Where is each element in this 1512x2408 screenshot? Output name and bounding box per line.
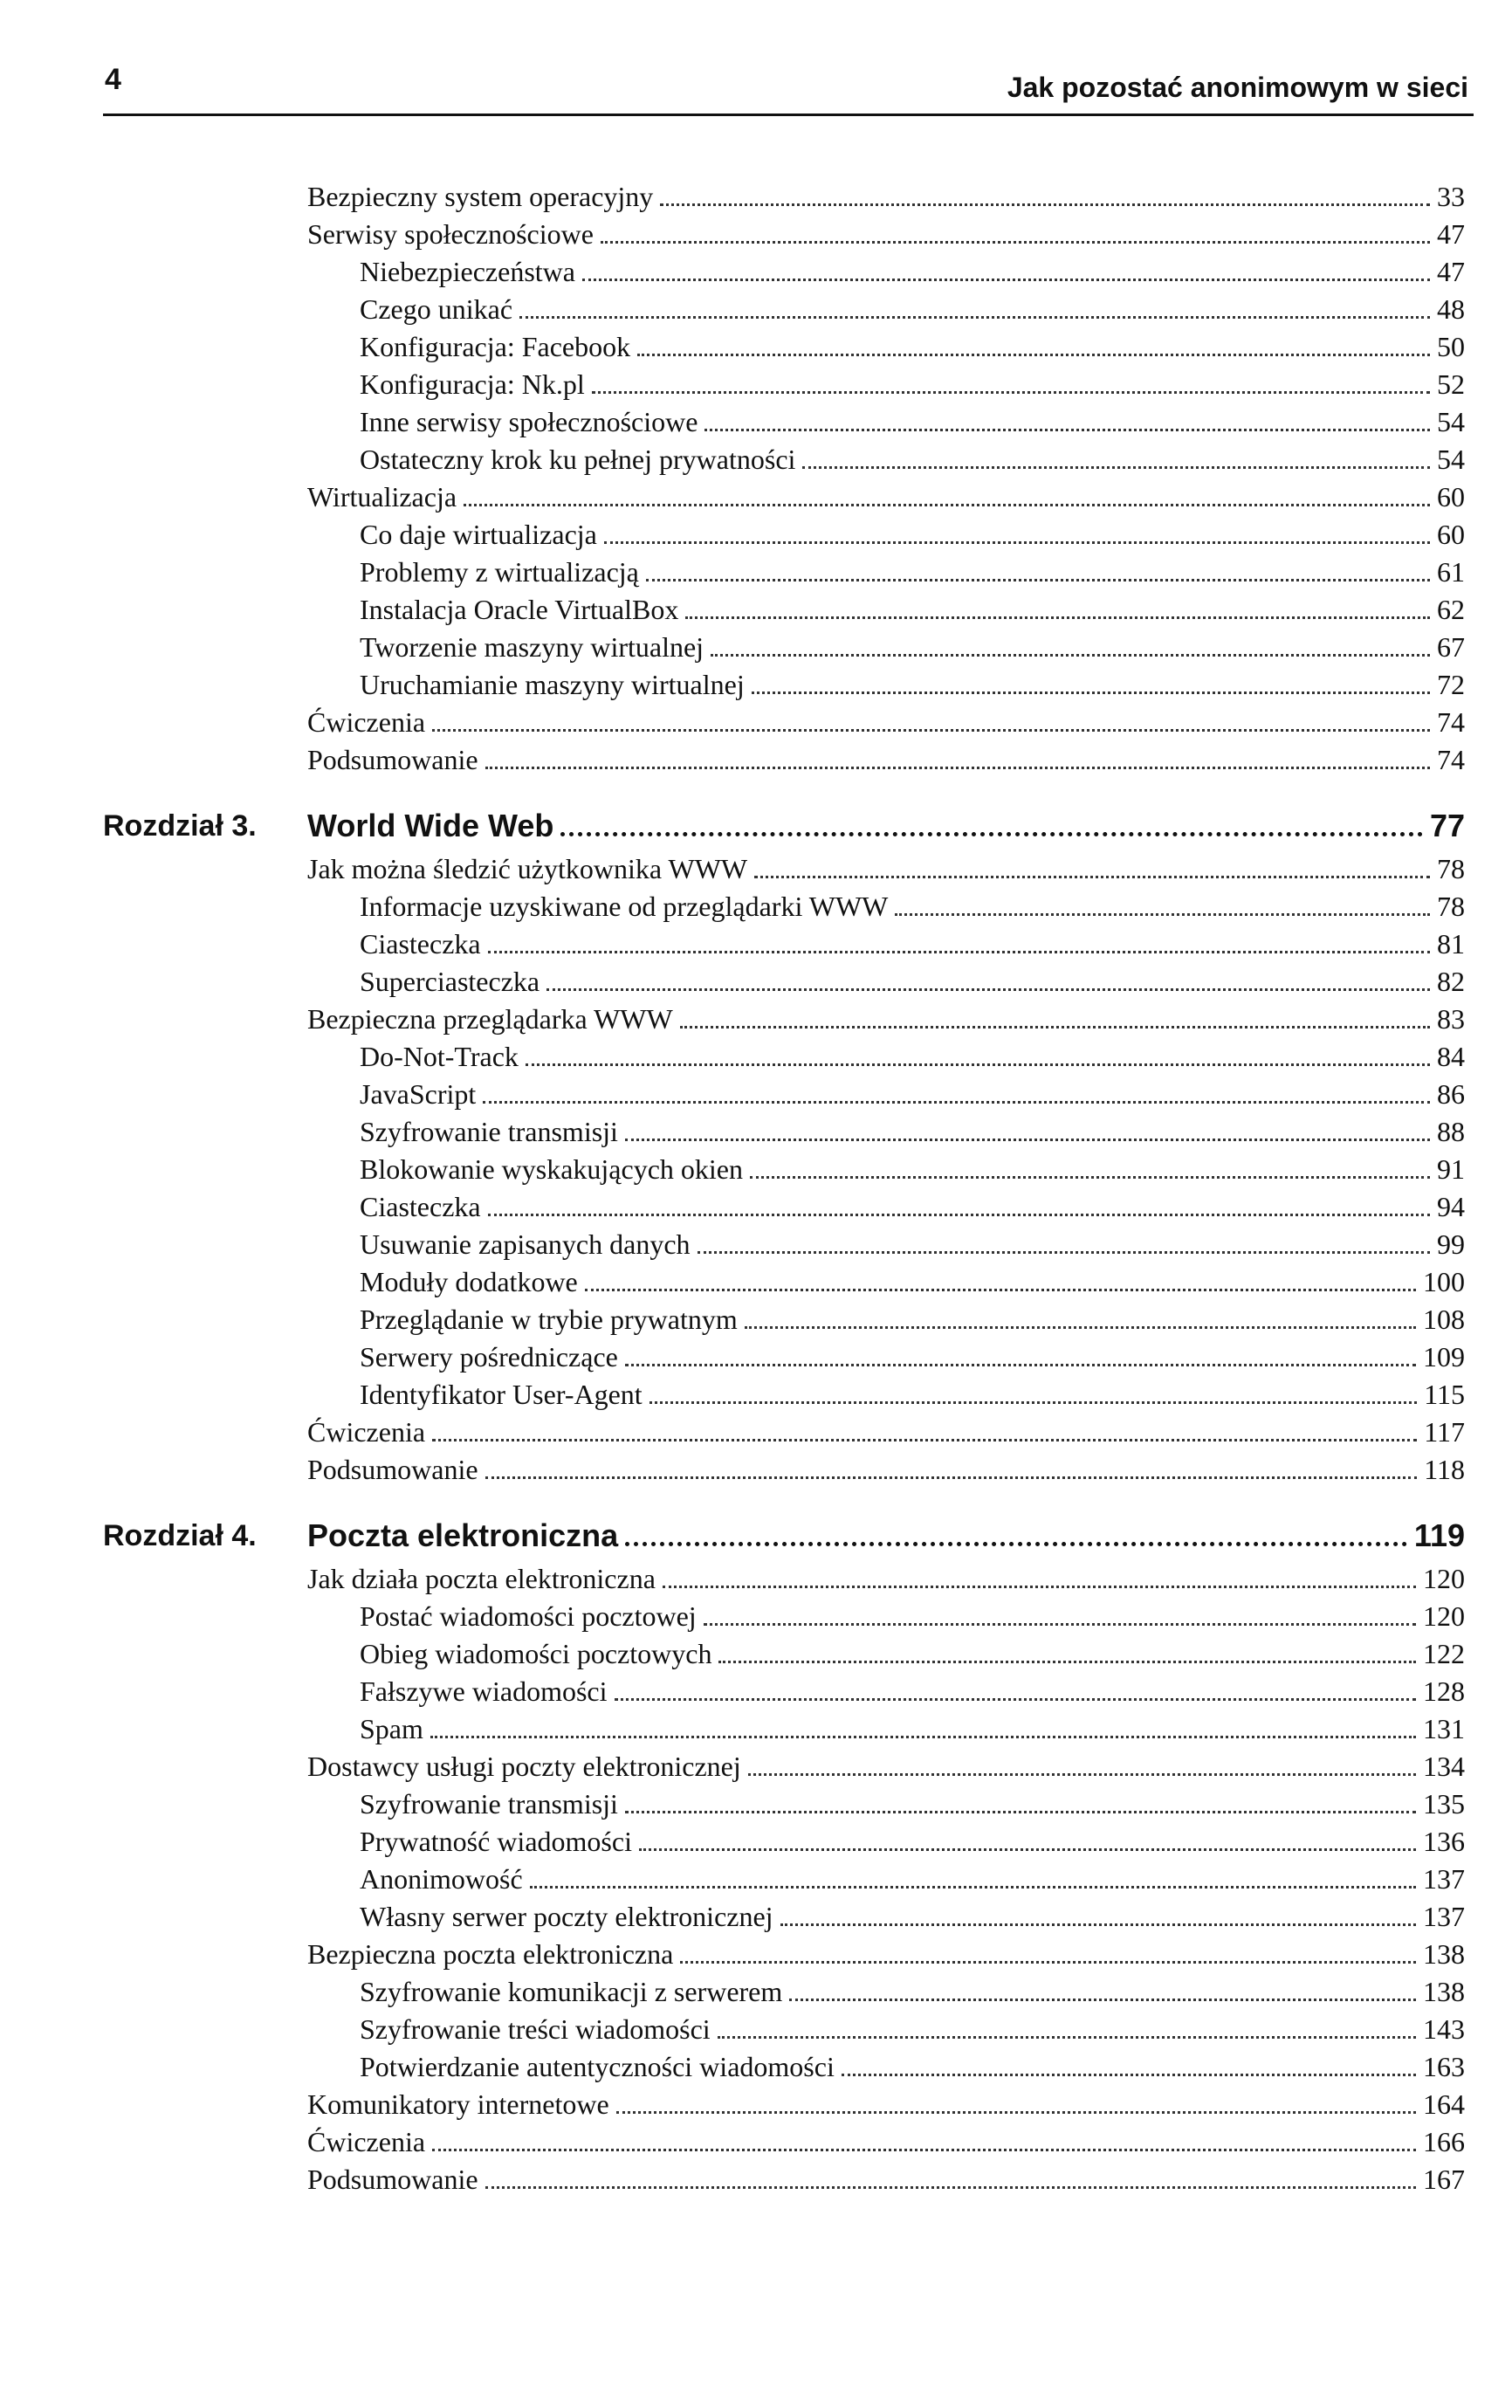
dot-leader — [604, 541, 1430, 544]
toc-entry — [103, 1414, 1465, 1451]
toc-entry-page: 47 — [1437, 256, 1465, 287]
toc-entry-title: Ćwiczenia — [307, 2126, 426, 2157]
toc-entry-title: Ciasteczka — [360, 1191, 481, 1222]
dot-leader — [704, 1623, 1416, 1626]
toc-entry-title: Obieg wiadomości pocztowych — [360, 1638, 712, 1669]
toc-entry-title: Uruchamianie maszyny wirtualnej — [360, 669, 745, 700]
toc-entry — [103, 2048, 1465, 2086]
dot-leader — [698, 1251, 1430, 1254]
toc-entry-page: 100 — [1423, 1266, 1465, 1297]
dot-leader — [485, 767, 1430, 769]
toc-entry — [103, 2123, 1465, 2161]
toc-entry — [103, 516, 1465, 554]
dot-leader — [432, 729, 1430, 732]
toc-entry-page: 163 — [1423, 2051, 1465, 2082]
toc-entry-page: 81 — [1437, 928, 1465, 960]
toc-entry — [103, 441, 1465, 478]
toc-entry-title: Serwery pośredniczące — [360, 1341, 618, 1373]
toc-entry-page: 143 — [1423, 2013, 1465, 2045]
toc-entry-title: Anonimowość — [360, 1863, 523, 1895]
toc-entry — [103, 1113, 1465, 1151]
toc-entry — [103, 888, 1465, 925]
toc-entry-title: Blokowanie wyskakujących okien — [360, 1153, 743, 1185]
toc-entry — [103, 1263, 1465, 1301]
toc-entry-page: 48 — [1437, 293, 1465, 325]
toc-entry-page: 115 — [1424, 1379, 1465, 1410]
toc-entry-title: Potwierdzanie autentyczności wiadomości — [360, 2051, 835, 2082]
toc-entry-title: Jak można śledzić użytkownika WWW — [307, 853, 748, 884]
toc-entry-title: Czego unikać — [360, 293, 513, 325]
toc-entry-title: Niebezpieczeństwa — [360, 256, 575, 287]
toc-entry-page: 82 — [1437, 966, 1465, 997]
toc-entry-page: 50 — [1437, 331, 1465, 362]
dot-leader — [660, 203, 1430, 206]
dot-leader — [780, 1923, 1416, 1926]
dot-leader — [637, 354, 1430, 356]
dot-leader — [430, 1736, 1416, 1738]
dot-leader — [685, 616, 1430, 619]
dot-leader — [616, 2111, 1416, 2114]
toc-entry — [103, 1038, 1465, 1076]
toc-entry — [103, 1973, 1465, 2011]
dot-leader — [842, 2074, 1416, 2076]
toc-entry — [103, 1226, 1465, 1263]
dot-leader — [625, 1139, 1430, 1141]
toc-entry-title: Do-Not-Track — [360, 1041, 519, 1072]
dot-leader — [649, 1401, 1418, 1404]
toc-entry-page: 84 — [1437, 1041, 1465, 1072]
toc-entry-title: Ćwiczenia — [307, 1416, 426, 1448]
toc-entry-page: 120 — [1423, 1600, 1465, 1632]
toc-entry — [103, 291, 1465, 328]
dot-leader — [519, 316, 1430, 319]
dot-leader — [789, 1999, 1416, 2001]
toc-entry-title: Ostateczny krok ku pełnej prywatności — [360, 444, 796, 475]
toc-entry-page: 164 — [1423, 2088, 1465, 2120]
dot-leader — [639, 1848, 1416, 1851]
toc-entry-page: 74 — [1437, 706, 1465, 738]
toc-entry — [103, 1598, 1465, 1635]
dot-leader — [680, 1961, 1416, 1964]
chapter-label: Rozdział 3. — [103, 809, 257, 843]
toc-entry-page: 135 — [1423, 1788, 1465, 1820]
toc-entry — [103, 591, 1465, 629]
toc-entry-title: Postać wiadomości pocztowej — [360, 1600, 697, 1632]
toc-entry-title: Tworzenie maszyny wirtualnej — [360, 631, 704, 663]
toc-entry-title: Podsumowanie — [307, 2164, 478, 2195]
toc-entry — [103, 1710, 1465, 1748]
toc-entry-page: 60 — [1437, 481, 1465, 513]
toc-entry-title: Moduły dodatkowe — [360, 1266, 578, 1297]
toc-entry-title: Problemy z wirtualizacją — [360, 556, 639, 588]
toc-entry-title: Konfiguracja: Facebook — [360, 331, 631, 362]
dot-leader — [601, 241, 1430, 244]
toc-entry-page: 83 — [1437, 1003, 1465, 1035]
toc-entry — [103, 554, 1465, 591]
toc-entry-page: 91 — [1437, 1153, 1465, 1185]
toc-entry — [103, 741, 1465, 779]
toc-entry-page: 52 — [1437, 368, 1465, 400]
chapter-title: Poczta elektroniczna — [307, 1517, 619, 1553]
toc-entry-title: Własny serwer poczty elektronicznej — [360, 1901, 773, 1932]
toc-entry — [103, 178, 1465, 216]
dot-leader — [615, 1698, 1417, 1701]
dot-leader — [711, 654, 1430, 657]
toc-entry-title: Komunikatory internetowe — [307, 2088, 609, 2120]
toc-entry-page: 33 — [1437, 181, 1465, 212]
toc-entry — [103, 1301, 1465, 1338]
toc-entry-page: 54 — [1437, 406, 1465, 437]
toc-entry — [103, 1823, 1465, 1861]
toc-entry-page: 109 — [1423, 1341, 1465, 1373]
toc-entry-page: 61 — [1437, 556, 1465, 588]
toc-entry-page: 78 — [1437, 891, 1465, 922]
dot-leader — [625, 1542, 1407, 1546]
dot-leader — [432, 1439, 1417, 1441]
toc-entry-title: JavaScript — [360, 1078, 477, 1110]
toc-entry-page: 136 — [1423, 1826, 1465, 1857]
toc-entry — [103, 704, 1465, 741]
dot-leader — [592, 391, 1430, 394]
toc-entry-title: Bezpieczna przeglądarka WWW — [307, 1003, 673, 1035]
toc-entry — [103, 216, 1465, 253]
toc-entry-title: Superciasteczka — [360, 966, 540, 997]
toc-entry-page: 108 — [1423, 1304, 1465, 1335]
toc-entry — [103, 1936, 1465, 1973]
toc-entry-page: 134 — [1423, 1751, 1465, 1782]
toc-entry-title: Informacje uzyskiwane od przeglądarki WWW — [360, 891, 889, 922]
table-of-contents — [103, 178, 1465, 2198]
toc-entry-title: Instalacja Oracle VirtualBox — [360, 594, 679, 625]
toc-entry — [103, 1748, 1465, 1785]
dot-leader — [646, 579, 1430, 581]
toc-entry-page: 117 — [1424, 1416, 1465, 1448]
page-header — [103, 63, 1474, 116]
toc-entry-title: Szyfrowanie treści wiadomości — [360, 2013, 711, 2045]
chapter-page: 119 — [1413, 1517, 1465, 1553]
toc-entry — [103, 1898, 1465, 1936]
toc-entry — [103, 1560, 1465, 1598]
chapter-heading — [103, 805, 1465, 847]
dot-leader — [582, 279, 1430, 281]
toc-entry-title: Bezpieczny system operacyjny — [307, 181, 654, 212]
toc-entry — [103, 253, 1465, 291]
dot-leader — [718, 2036, 1416, 2039]
toc-entry — [103, 1673, 1465, 1710]
chapter-label: Rozdział 4. — [103, 1519, 257, 1552]
dot-leader — [625, 1364, 1416, 1366]
toc-entry-title: Identyfikator User-Agent — [360, 1379, 643, 1410]
toc-entry-title: Szyfrowanie transmisji — [360, 1116, 618, 1147]
toc-entry-page: 67 — [1437, 631, 1465, 663]
toc-entry — [103, 1451, 1465, 1489]
toc-entry-page: 138 — [1423, 1976, 1465, 2007]
toc-entry-page: 137 — [1423, 1901, 1465, 1932]
toc-entry-page: 131 — [1423, 1713, 1465, 1744]
toc-entry — [103, 2086, 1465, 2123]
toc-entry-title: Wirtualizacja — [307, 481, 457, 513]
toc-entry-page: 138 — [1423, 1938, 1465, 1970]
toc-entry — [103, 850, 1465, 888]
running-title: Jak pozostać anonimowym w sieci — [1007, 72, 1468, 103]
toc-entry-page: 128 — [1423, 1675, 1465, 1707]
dot-leader — [464, 504, 1430, 506]
dot-leader — [750, 1176, 1430, 1179]
dot-leader — [585, 1289, 1416, 1291]
page-number: 4 — [105, 63, 121, 96]
toc-entry-title: Jak działa poczta elektroniczna — [307, 1563, 656, 1594]
toc-entry-page: 118 — [1424, 1454, 1465, 1485]
toc-entry — [103, 1076, 1465, 1113]
toc-entry — [103, 629, 1465, 666]
dot-leader — [704, 429, 1430, 431]
toc-entry — [103, 366, 1465, 403]
toc-entry — [103, 963, 1465, 1001]
toc-entry-page: 60 — [1437, 519, 1465, 550]
toc-entry-page: 62 — [1437, 594, 1465, 625]
toc-entry-title: Szyfrowanie transmisji — [360, 1788, 618, 1820]
toc-entry — [103, 1338, 1465, 1376]
toc-entry-page: 99 — [1437, 1228, 1465, 1260]
toc-entry-page: 54 — [1437, 444, 1465, 475]
dot-leader — [754, 876, 1430, 878]
toc-entry-title: Bezpieczna poczta elektroniczna — [307, 1938, 674, 1970]
toc-entry-title: Co daje wirtualizacja — [360, 519, 597, 550]
dot-leader — [745, 1326, 1416, 1329]
toc-entry-title: Spam — [360, 1713, 423, 1744]
toc-entry — [103, 1001, 1465, 1038]
toc-entry-page: 47 — [1437, 218, 1465, 250]
toc-entry — [103, 1151, 1465, 1188]
toc-entry-title: Przeglądanie w trybie prywatnym — [360, 1304, 738, 1335]
dot-leader — [560, 832, 1423, 836]
toc-entry — [103, 925, 1465, 963]
chapter-page: 77 — [1429, 808, 1465, 843]
chapter-heading — [103, 1515, 1465, 1557]
dot-leader — [663, 1586, 1416, 1588]
toc-entry-title: Szyfrowanie komunikacji z serwerem — [360, 1976, 783, 2007]
dot-leader — [488, 1214, 1430, 1216]
dot-leader — [802, 466, 1430, 469]
toc-entry-title: Usuwanie zapisanych danych — [360, 1228, 691, 1260]
toc-entry-title: Podsumowanie — [307, 1454, 478, 1485]
toc-entry — [103, 403, 1465, 441]
toc-entry-title: Fałszywe wiadomości — [360, 1675, 608, 1707]
toc-entry — [103, 2161, 1465, 2198]
toc-entry-title: Prywatność wiadomości — [360, 1826, 632, 1857]
toc-entry-page: 72 — [1437, 669, 1465, 700]
dot-leader — [546, 988, 1430, 991]
toc-entry-title: Serwisy społecznościowe — [307, 218, 594, 250]
dot-leader — [718, 1661, 1416, 1663]
dot-leader — [485, 2186, 1416, 2189]
dot-leader — [530, 1886, 1416, 1889]
toc-entry-page: 88 — [1437, 1116, 1465, 1147]
toc-entry-page: 137 — [1423, 1863, 1465, 1895]
toc-entry-page: 122 — [1423, 1638, 1465, 1669]
toc-entry-title: Konfiguracja: Nk.pl — [360, 368, 585, 400]
toc-entry-page: 78 — [1437, 853, 1465, 884]
toc-entry-page: 94 — [1437, 1191, 1465, 1222]
chapter-title: World Wide Web — [307, 808, 554, 843]
dot-leader — [748, 1773, 1416, 1776]
dot-leader — [483, 1101, 1430, 1104]
toc-entry-title: Inne serwisy społecznościowe — [360, 406, 698, 437]
dot-leader — [895, 913, 1430, 916]
dot-leader — [526, 1063, 1430, 1066]
toc-entry-title: Ćwiczenia — [307, 706, 426, 738]
toc-entry — [103, 478, 1465, 516]
toc-entry-page: 86 — [1437, 1078, 1465, 1110]
dot-leader — [485, 1476, 1418, 1479]
dot-leader — [625, 1811, 1416, 1813]
toc-entry-page: 166 — [1423, 2126, 1465, 2157]
toc-entry-page: 167 — [1423, 2164, 1465, 2195]
toc-entry-page: 120 — [1423, 1563, 1465, 1594]
toc-entry-title: Ciasteczka — [360, 928, 481, 960]
toc-entry — [103, 666, 1465, 704]
toc-entry — [103, 1861, 1465, 1898]
toc-entry — [103, 1635, 1465, 1673]
dot-leader — [680, 1026, 1430, 1029]
toc-entry — [103, 328, 1465, 366]
toc-entry — [103, 1785, 1465, 1823]
dot-leader — [488, 951, 1430, 953]
toc-entry-title: Podsumowanie — [307, 744, 478, 775]
dot-leader — [752, 691, 1430, 694]
toc-entry-page: 74 — [1437, 744, 1465, 775]
toc-entry-title: Dostawcy usługi poczty elektronicznej — [307, 1751, 741, 1782]
toc-entry — [103, 1376, 1465, 1414]
dot-leader — [432, 2149, 1416, 2151]
toc-entry — [103, 1188, 1465, 1226]
toc-entry — [103, 2011, 1465, 2048]
